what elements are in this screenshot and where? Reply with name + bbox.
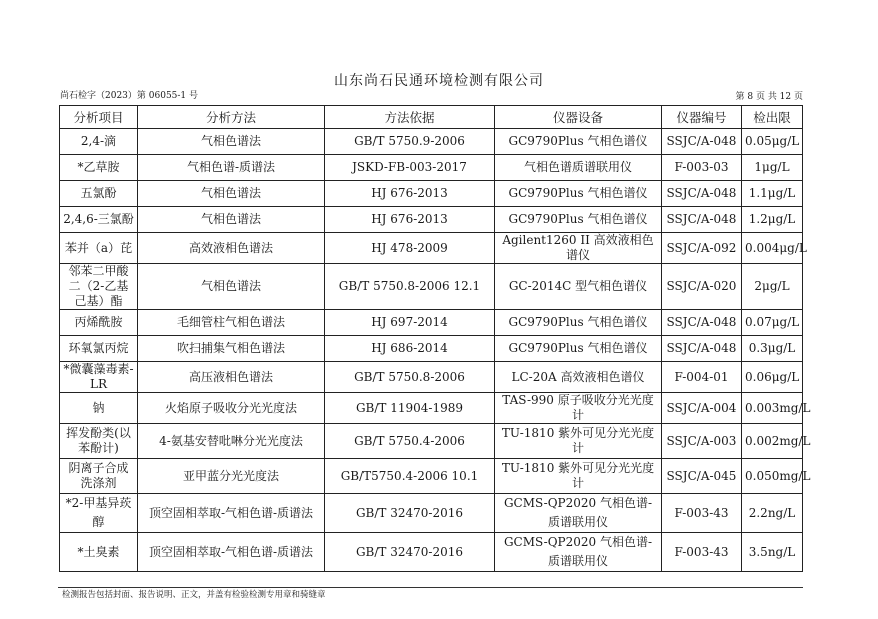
analysis-method-cell: 4-氨基安替吡啉分光光度法 <box>138 424 325 459</box>
instrument-cell: 气相色谱质谱联用仪 <box>495 155 662 181</box>
method-basis-cell: HJ 686-2014 <box>325 336 495 362</box>
analysis-methods-table <box>59 105 811 572</box>
instrument-cell: GC9790Plus 气相色谱仪 <box>495 310 662 336</box>
analysis-item-cell: *乙草胺 <box>60 155 138 181</box>
instrument-cell: TAS-990 原子吸收分光光度计 <box>495 393 662 424</box>
method-basis-cell: HJ 697-2014 <box>325 310 495 336</box>
method-basis-cell: GB/T 5750.4-2006 <box>325 424 495 459</box>
instrument-cell: TU-1810 紫外可见分光光度计 <box>495 424 662 459</box>
table-row <box>60 181 803 207</box>
page-info: 第 8 页 共 12 页 <box>735 92 803 102</box>
detection-limit-cell: 0.06μg/L <box>742 362 803 393</box>
method-basis-cell: HJ 676-2013 <box>325 181 495 207</box>
analysis-method-cell: 毛细管柱气相色谱法 <box>138 310 325 336</box>
column-header: 检出限 <box>742 106 803 129</box>
analysis-method-cell: 高效液相色谱法 <box>138 233 325 264</box>
analysis-method-cell: 火焰原子吸收分光光度法 <box>138 393 325 424</box>
instrument-cell: Agilent1260 II 高效液相色谱仪 <box>495 233 662 264</box>
instrument-id-cell: SSJC/A-048 <box>662 336 742 362</box>
analysis-item-cell: 五氯酚 <box>60 181 138 207</box>
analysis-method-cell: 气相色谱法 <box>138 207 325 233</box>
table-row <box>60 393 803 424</box>
table-row <box>60 264 803 310</box>
table-row <box>60 424 803 459</box>
analysis-item-cell: 2,4,6-三氯酚 <box>60 207 138 233</box>
instrument-cell: GC9790Plus 气相色谱仪 <box>495 129 662 155</box>
method-basis-cell: GB/T 5750.8-2006 <box>325 362 495 393</box>
method-basis-cell: GB/T5750.4-2006 10.1 <box>325 459 495 494</box>
method-basis-cell: GB/T 32470-2016 <box>325 533 495 572</box>
analysis-method-cell: 气相色谱法 <box>138 181 325 207</box>
table-header-row <box>60 106 803 129</box>
method-basis-cell: JSKD-FB-003-2017 <box>325 155 495 181</box>
detection-limit-cell: 0.050mg/L <box>742 459 803 494</box>
instrument-id-cell: SSJC/A-048 <box>662 207 742 233</box>
table-row <box>60 362 803 393</box>
detection-limit-cell: 0.07μg/L <box>742 310 803 336</box>
analysis-item-cell: 钠 <box>60 393 138 424</box>
instrument-id-cell: F-003-03 <box>662 155 742 181</box>
table-row <box>60 207 803 233</box>
table-row <box>60 533 803 572</box>
analysis-method-cell: 高压液相色谱法 <box>138 362 325 393</box>
detection-limit-cell: 0.05μg/L <box>742 129 803 155</box>
method-basis-cell: HJ 478-2009 <box>325 233 495 264</box>
column-header: 分析方法 <box>138 106 325 129</box>
analysis-item-cell: *2-甲基异莰醇 <box>60 494 138 533</box>
table-row <box>60 129 803 155</box>
table-row <box>60 336 803 362</box>
table-row <box>60 459 803 494</box>
instrument-id-cell: F-003-43 <box>662 494 742 533</box>
footer-note: 检测报告包括封面、报告说明、正文，并盖有检验检测专用章和骑缝章 <box>62 590 326 600</box>
detection-limit-cell: 1.2μg/L <box>742 207 803 233</box>
detection-limit-cell: 0.004μg/L <box>742 233 803 264</box>
analysis-method-cell: 亚甲蓝分光光度法 <box>138 459 325 494</box>
instrument-id-cell: SSJC/A-092 <box>662 233 742 264</box>
detection-limit-cell: 0.002mg/L <box>742 424 803 459</box>
analysis-method-cell: 气相色谱法 <box>138 129 325 155</box>
column-header: 仪器编号 <box>662 106 742 129</box>
detection-limit-cell: 3.5ng/L <box>742 533 803 572</box>
instrument-cell: GC9790Plus 气相色谱仪 <box>495 336 662 362</box>
analysis-item-cell: *土臭素 <box>60 533 138 572</box>
analysis-item-cell: 丙烯酰胺 <box>60 310 138 336</box>
instrument-cell: GC9790Plus 气相色谱仪 <box>495 207 662 233</box>
column-header: 仪器设备 <box>495 106 662 129</box>
instrument-cell: TU-1810 紫外可见分光光度计 <box>495 459 662 494</box>
instrument-id-cell: SSJC/A-048 <box>662 310 742 336</box>
instrument-id-cell: F-004-01 <box>662 362 742 393</box>
analysis-method-cell: 吹扫捕集气相色谱法 <box>138 336 325 362</box>
method-basis-cell: HJ 676-2013 <box>325 207 495 233</box>
instrument-cell: GCMS-QP2020 气相色谱-质谱联用仪 <box>495 533 662 572</box>
method-basis-cell: GB/T 5750.9-2006 <box>325 129 495 155</box>
method-basis-cell: GB/T 11904-1989 <box>325 393 495 424</box>
instrument-id-cell: SSJC/A-048 <box>662 129 742 155</box>
detection-limit-cell: 2.2ng/L <box>742 494 803 533</box>
analysis-method-cell: 气相色谱法 <box>138 264 325 310</box>
analysis-method-cell: 气相色谱-质谱法 <box>138 155 325 181</box>
detection-limit-cell: 2μg/L <box>742 264 803 310</box>
column-header: 分析项目 <box>60 106 138 129</box>
detection-limit-cell: 1μg/L <box>742 155 803 181</box>
analysis-item-cell: 阴离子合成洗涤剂 <box>60 459 138 494</box>
instrument-cell: GC-2014C 型气相色谱仪 <box>495 264 662 310</box>
company-name: 山东尚石民通环境检测有限公司 <box>334 73 544 89</box>
instrument-id-cell: SSJC/A-048 <box>662 181 742 207</box>
analysis-item-cell: *微囊藻毒素-LR <box>60 362 138 393</box>
table-row <box>60 233 803 264</box>
analysis-item-cell: 邻苯二甲酸二（2-乙基己基）酯 <box>60 264 138 310</box>
column-header: 方法依据 <box>325 106 495 129</box>
instrument-id-cell: F-003-43 <box>662 533 742 572</box>
table-row <box>60 155 803 181</box>
analysis-item-cell: 2,4-滴 <box>60 129 138 155</box>
instrument-id-cell: SSJC/A-004 <box>662 393 742 424</box>
instrument-cell: LC-20A 高效液相色谱仪 <box>495 362 662 393</box>
analysis-method-cell: 顶空固相萃取-气相色谱-质谱法 <box>138 494 325 533</box>
instrument-id-cell: SSJC/A-020 <box>662 264 742 310</box>
analysis-method-cell: 顶空固相萃取-气相色谱-质谱法 <box>138 533 325 572</box>
analysis-item-cell: 环氧氯丙烷 <box>60 336 138 362</box>
analysis-item-cell: 苯并（a）芘 <box>60 233 138 264</box>
instrument-cell: GCMS-QP2020 气相色谱-质谱联用仪 <box>495 494 662 533</box>
table-row <box>60 310 803 336</box>
instrument-cell: GC9790Plus 气相色谱仪 <box>495 181 662 207</box>
instrument-id-cell: SSJC/A-045 <box>662 459 742 494</box>
detection-limit-cell: 1.1μg/L <box>742 181 803 207</box>
instrument-id-cell: SSJC/A-003 <box>662 424 742 459</box>
method-basis-cell: GB/T 5750.8-2006 12.1 <box>325 264 495 310</box>
detection-limit-cell: 0.3μg/L <box>742 336 803 362</box>
method-basis-cell: GB/T 32470-2016 <box>325 494 495 533</box>
detection-limit-cell: 0.003mg/L <box>742 393 803 424</box>
analysis-item-cell: 挥发酚类(以苯酚计) <box>60 424 138 459</box>
document-number: 尚石检字（2023）第 06055-1 号 <box>60 91 199 101</box>
table-row <box>60 494 803 533</box>
